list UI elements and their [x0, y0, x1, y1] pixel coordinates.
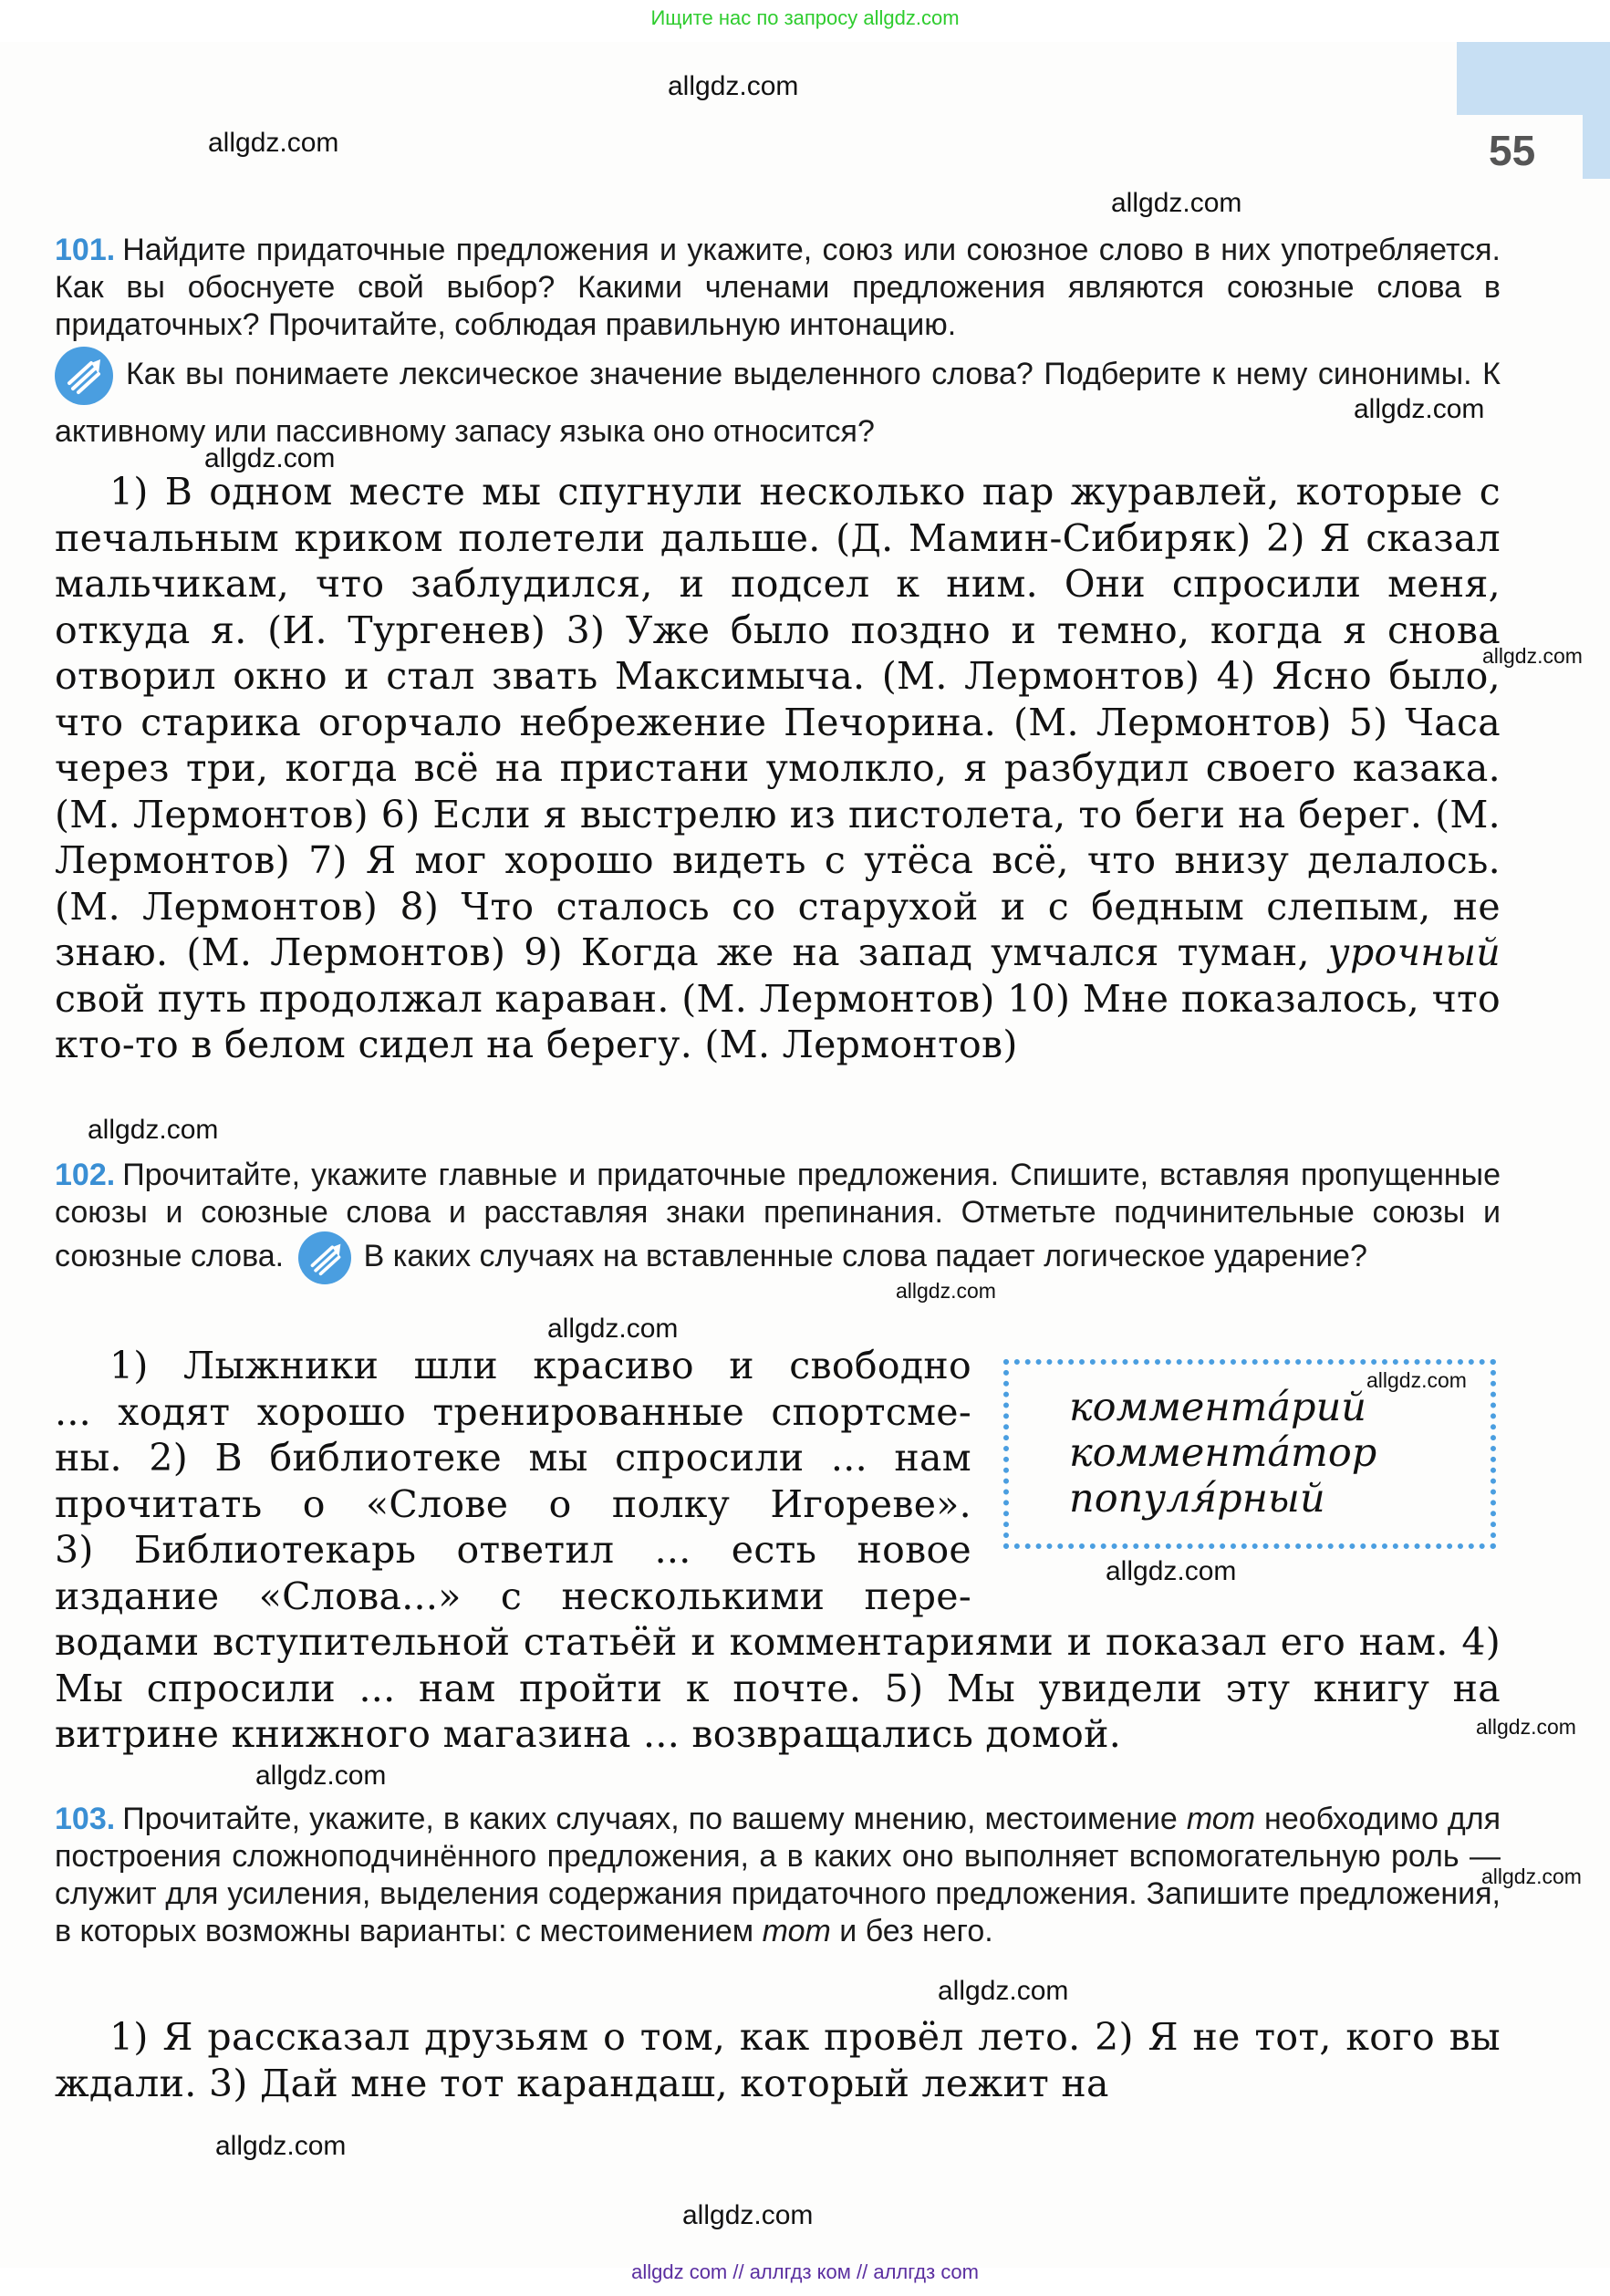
watermark: allgdz.com [88, 1115, 219, 1145]
exercise-101-extra-task [55, 347, 1501, 458]
watermark: allgdz.com [215, 2131, 347, 2161]
watermark: allgdz.com [668, 71, 799, 101]
watermark: allgdz.com [896, 1279, 996, 1303]
extra-task-text: В каких случаях на вставленные слова падает логическое ударение? [363, 1238, 1367, 1273]
watermark: allgdz.com [682, 2200, 814, 2230]
watermark: allgdz.com [1111, 188, 1242, 218]
pencil-icon [55, 347, 113, 405]
sentences: 1) Я рассказал друзьям о том, как провёл лето. 2) Я не тот, кого вы ждали. 3) Дай мне тот карандаш, который лежит на [55, 2015, 1501, 2105]
watermark: allgdz.com [1476, 1715, 1576, 1739]
watermark: allgdz.com [1481, 1865, 1582, 1888]
emphasized-word: тот [762, 1914, 831, 1948]
watermark: allgdz.com [255, 1761, 387, 1791]
highlighted-word: урочный [1327, 930, 1501, 974]
search-hint-banner: Ищите нас по запросу allgdz.com [650, 6, 960, 29]
vocab-word: коммента́рий [1069, 1385, 1366, 1430]
extra-task-text: Как вы понимаете лексическое значение выделенного слова? Подберите к нему синонимы. К активному или пассивному запасу языка оно относится? [55, 356, 1501, 449]
footer-links[interactable]: allgdz com // аллгдз ком // аллгдз com [631, 2260, 979, 2283]
pencil-icon [298, 1231, 351, 1284]
page-corner-tab-edge [1583, 115, 1610, 179]
page-corner-tab [1457, 42, 1610, 115]
text-line: прочитать о «Слове о полку Игореве». [55, 1481, 971, 1526]
watermark: allgdz.com [208, 128, 339, 158]
exercise-101-task [55, 232, 1501, 344]
task-text: Прочитайте, укажите, в каких случаях, по вашему мнению, местоимение [122, 1802, 1178, 1836]
vocab-word: популя́рный [1069, 1476, 1325, 1522]
exercise-number: 101. [55, 233, 116, 267]
task-text: Найдите придаточные предложения и укажите, союз или союзное слово в них употребляется. Как вы обоснуете свой выбор? Какими членами предложения являются союзные слова в придаточных? Прочитайте, соблюдая правильную интонацию. [55, 233, 1501, 342]
exercise-102-text-left [55, 1343, 971, 1619]
exercise-102-text-rest: водами вступительной статьёй и комментариями и показал его нам. 4) Мы спросили ... нам пройти к почте. 5) Мы увидели эту книгу на витрине книжного магазина ... возвращались домой. [55, 1620, 1501, 1756]
text-line: ны. 2) В библиотеке мы спросили ... нам [55, 1436, 971, 1480]
page-number: 55 [1489, 127, 1536, 174]
exercise-101-text [55, 469, 1501, 1068]
watermark: allgdz.com [1354, 394, 1485, 424]
task-text: необходимо для построения сложноподчинённого предложения, а в каких оно выполняет вспомогательную роль — служит для усиления, выделения содержания придаточного предложения. Запишите предложения, в которых возможны варианты: с местоимением [55, 1802, 1501, 1948]
sentences-part2: свой путь продолжал караван. (М. Лермонтов) 10) Мне показалось, что кто-то в белом сидел на берегу. (М. Лермонтов) [55, 976, 1501, 1066]
text-line: ... ходят хорошо тренированные спортсме- [55, 1389, 971, 1434]
exercise-102-task [55, 1157, 1501, 1284]
exercise-number: 103. [55, 1802, 116, 1836]
exercise-103-text [55, 2014, 1501, 2106]
watermark: allgdz.com [938, 1976, 1069, 2006]
exercise-number: 102. [55, 1158, 116, 1192]
watermark: allgdz.com [1106, 1556, 1237, 1586]
sentences-part1: 1) В одном месте мы спугнули несколько пар журавлей, которые с печальным криком полетели дальше. (Д. Мамин-Сибиряк) 2) Я сказал мальчикам, что заблудился, и подсел к ним. Они спросили меня, откуда я. (И. Тургенев) 3) Уже было поздно и темно, когда я снова отворил окно и стал звать Максимыча. (М. Лермонтов) 4) Ясно было, что старика огорчало небрежение Печорина. (М. Лермонтов) 5) Часа через три, когда всё на пристани умолкло, я разбудил своего казака. (М. Лермонтов) 6) Если я выстрелю из пистолета, то беги на берег. (М. Лермонтов) 7) Я мог хорошо видеть с утёса всё, что внизу делалось. (М. Лермонтов) 8) Что сталось со старухой и с бедным слепым, не знаю. (М. Лермонтов) 9) Когда же на запад умчался туман, [55, 470, 1501, 974]
task-text: и без него. [839, 1914, 993, 1948]
watermark: allgdz.com [204, 443, 336, 473]
vocab-word: коммента́тор [1069, 1430, 1377, 1476]
text-line: 3) Библиотекарь ответил ... есть новое [55, 1528, 971, 1572]
exercise-103-task [55, 1801, 1501, 1950]
text-line: 1) Лыжники шли красиво и свободно [109, 1344, 971, 1387]
watermark: allgdz.com [1366, 1368, 1467, 1392]
watermark: allgdz.com [547, 1314, 679, 1344]
emphasized-word: тот [1186, 1802, 1256, 1836]
task-text: Прочитайте, укажите главные и придаточные предложения. Спишите, вставляя пропущенные союзы и союзные слова и расставляя знаки препинания. Отметьте подчинительные союзы и союзные слова. [55, 1158, 1501, 1273]
text-line: издание «Слова...» с несколькими пере- [55, 1574, 971, 1618]
watermark: allgdz.com [1482, 644, 1583, 668]
